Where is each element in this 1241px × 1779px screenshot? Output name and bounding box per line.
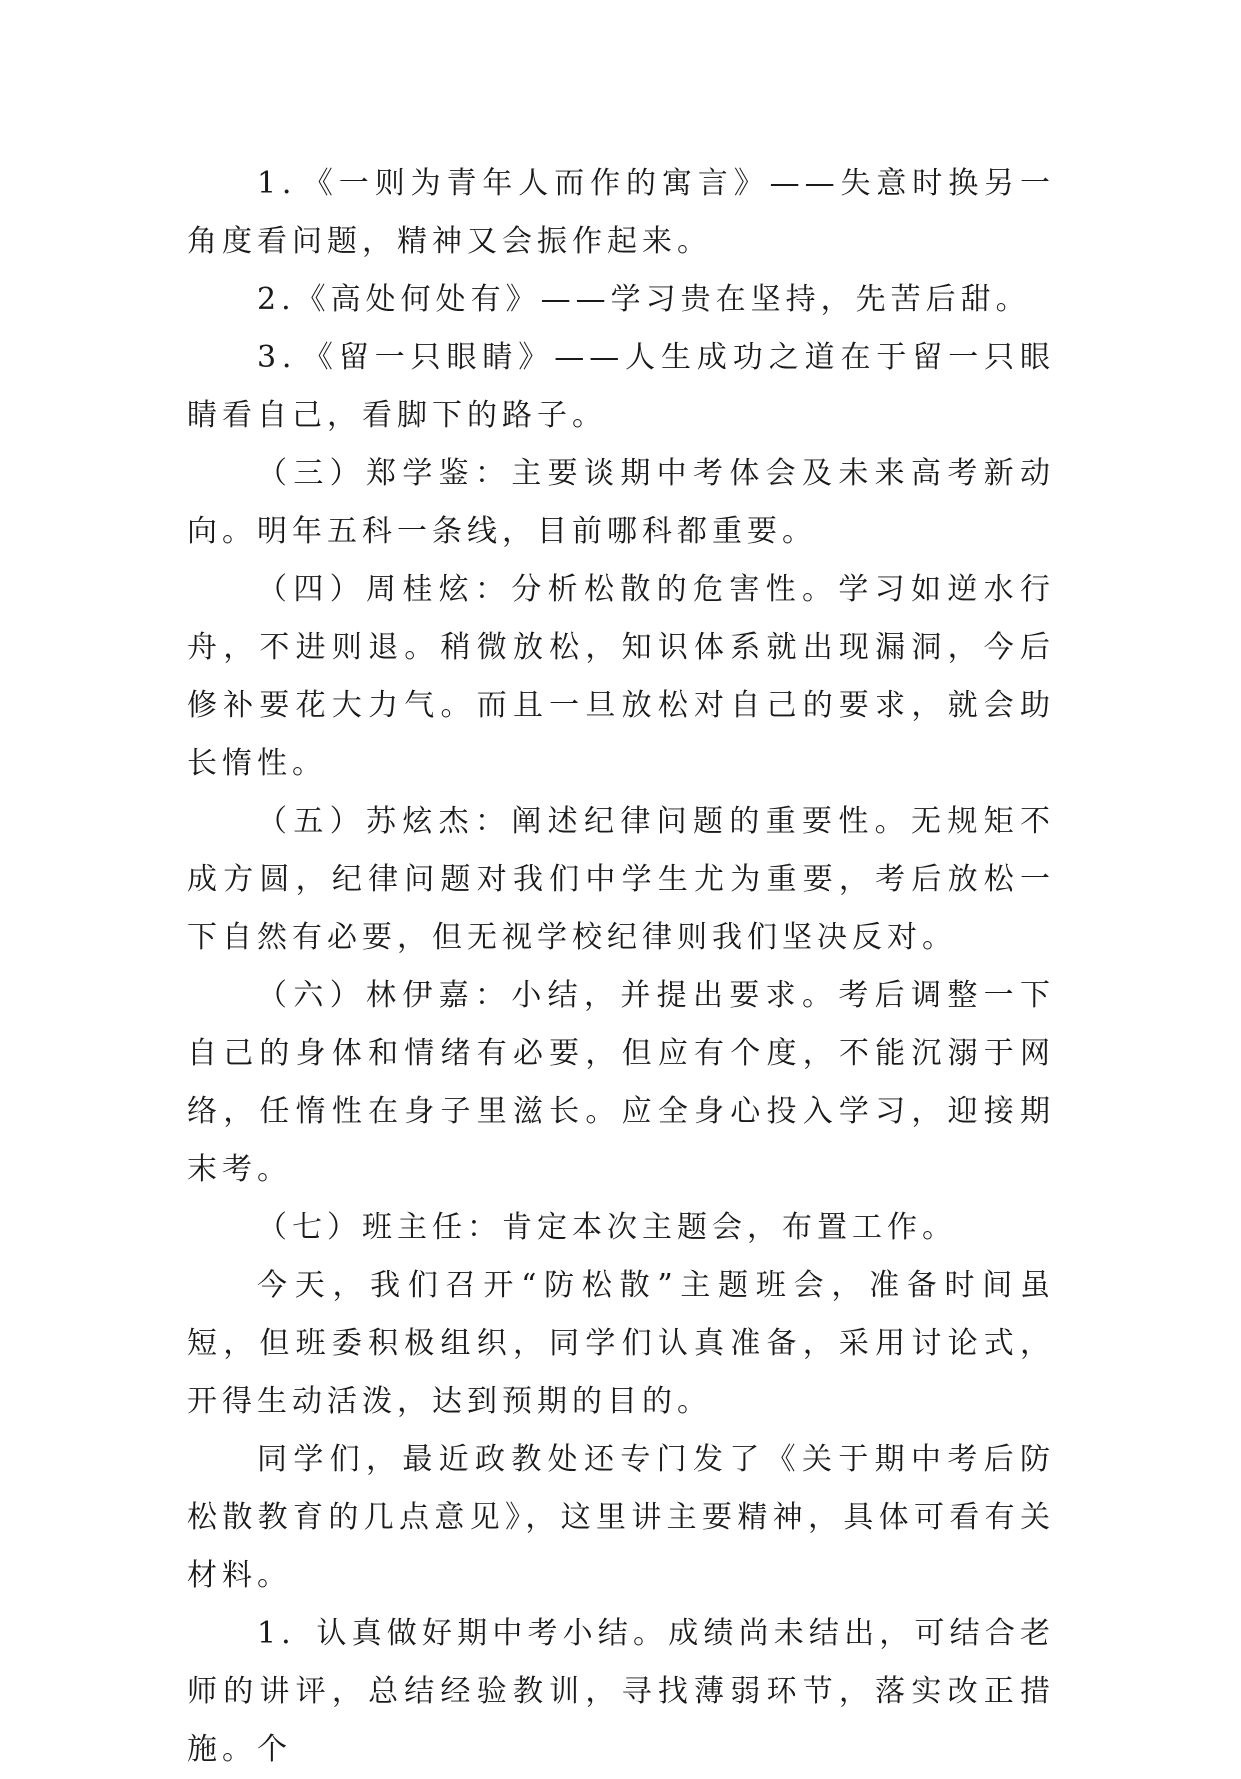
paragraph-speaker-7: （七）班主任：肯定本次主题会，布置工作。 [257, 1210, 957, 1245]
paragraph-speaker-6: （六）林伊嘉：小结，并提出要求。考后调整一下自己的身体和情绪有必要，但应有个度，不能沉溺于网络，任惰性在身子里滋长。应全身心投入学习，迎接期末考。 [187, 978, 1055, 1187]
document-body [187, 155, 1055, 1779]
paragraph-speaker-5: （五）苏炫杰：阐述纪律问题的重要性。无规矩不成方圆，纪律问题对我们中学生尤为重要，考后放松一下自然有必要，但无视学校纪律则我们坚决反对。 [187, 804, 1055, 955]
paragraph-students: 同学们，最近政教处还专门发了《关于期中考后防松散教育的几点意见》，这里讲主要精神，具体可看有关材料。 [187, 1442, 1055, 1593]
paragraph-speaker-3: （三）郑学鉴：主要谈期中考体会及未来高考新动向。明年五科一条线，目前哪科都重要。 [187, 456, 1055, 549]
paragraph-speaker-4: （四）周桂炫：分析松散的危害性。学习如逆水行舟，不进则退。稍微放松，知识体系就出现漏洞，今后修补要花大力气。而且一旦放松对自己的要求，就会助长惰性。 [187, 572, 1055, 781]
paragraph-fable-item: 1．《一则为青年人而作的寓言》——失意时换另一角度看问题，精神又会振作起来。 [187, 166, 1055, 259]
paragraph-high-place-item: 2.《高处何处有》——学习贵在坚持，先苦后甜。 [257, 282, 1031, 317]
paragraph-today: 今天，我们召开“防松散”主题班会，准备时间虽短，但班委积极组织，同学们认真准备，采用讨论式，开得生动活泼，达到预期的目的。 [187, 1268, 1055, 1419]
paragraph-task-1: 1．认真做好期中考小结。成绩尚未结出，可结合老师的讲评，总结经验教训，寻找薄弱环节，落实改正措施。个 [187, 1616, 1055, 1767]
paragraph-keep-an-eye-item: 3．《留一只眼睛》——人生成功之道在于留一只眼睛看自己，看脚下的路子。 [187, 340, 1055, 433]
